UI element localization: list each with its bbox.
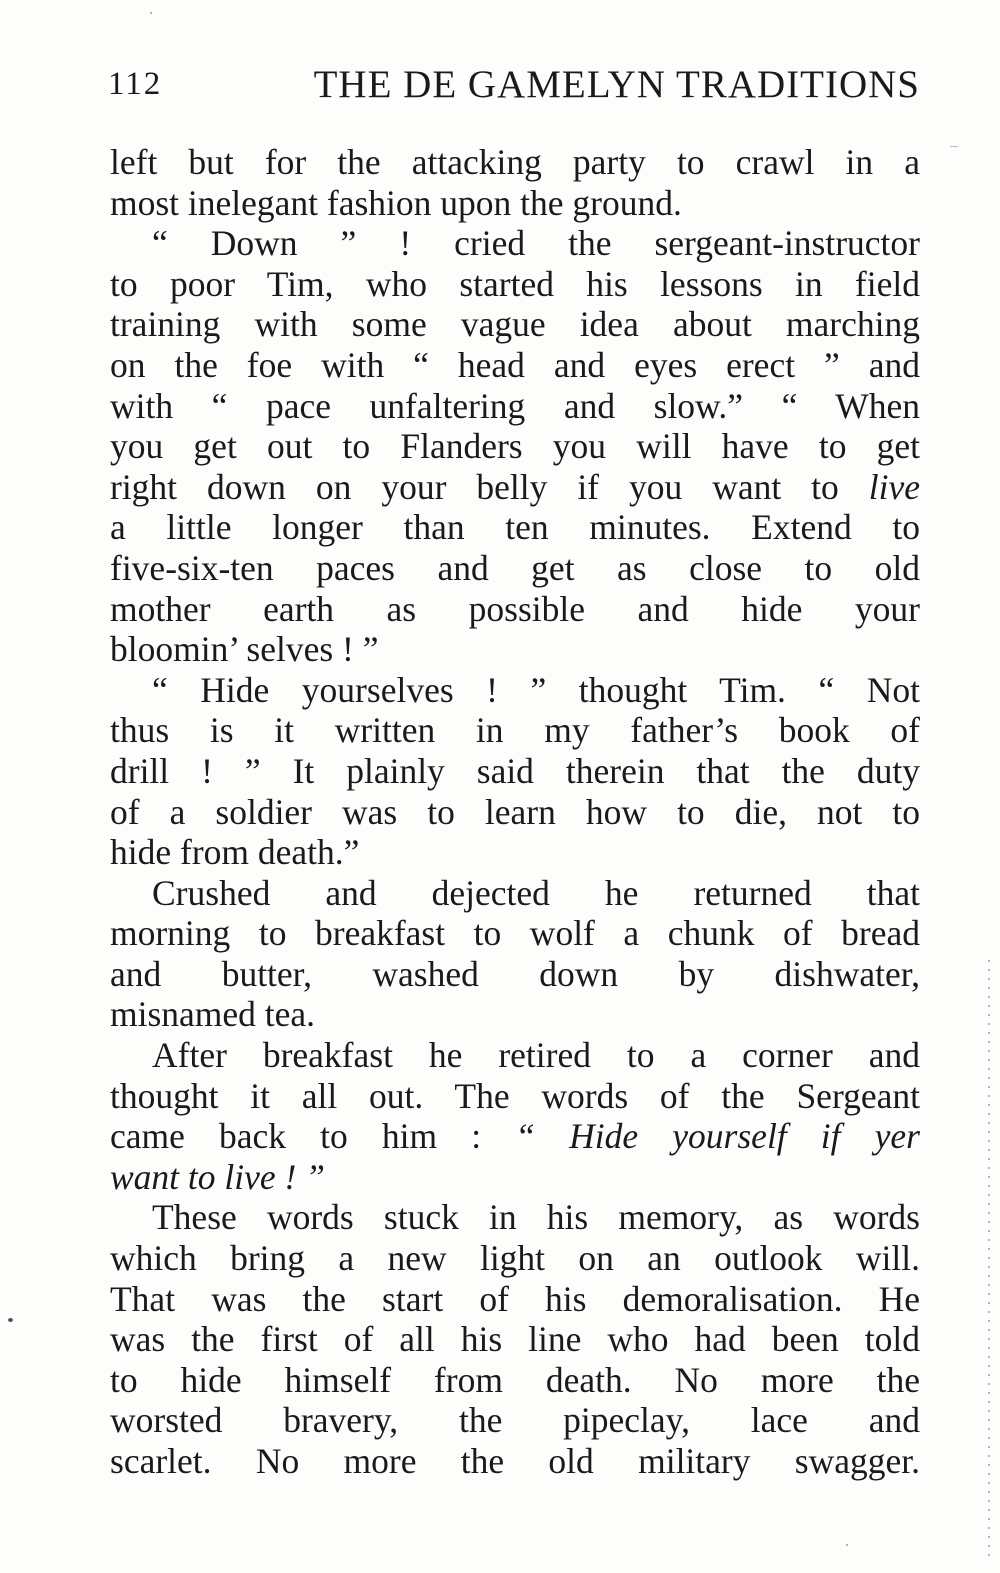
text-line: These words stuck in his memory, as words <box>152 1197 920 1238</box>
body-text <box>110 142 920 1482</box>
text-line: That was the start of his demoralisation. He <box>110 1278 920 1319</box>
scan-speck <box>950 146 958 147</box>
running-head <box>108 62 920 110</box>
text-line: you get out to Flanders you will have to get <box>110 426 920 467</box>
text-line: and butter, washed down by dishwater, <box>110 953 920 994</box>
text-line: with “ pace unfaltering and slow.” “ When <box>110 385 920 426</box>
text-line: on the foe with “ head and eyes erect ” and <box>110 344 920 385</box>
text-line: After breakfast he retired to a corner and <box>152 1035 920 1076</box>
text-line: of a soldier was to learn how to die, not to <box>110 791 920 832</box>
text-line <box>110 1116 920 1157</box>
text-line: to poor Tim, who started his lessons in field <box>110 263 920 304</box>
text-line: hide from death.” <box>110 832 360 873</box>
text-line <box>110 467 920 508</box>
text-line: want to live ! ” <box>110 1156 325 1197</box>
text-line: a little longer than ten minutes. Extend to <box>110 507 920 548</box>
text-line: worsted bravery, the pipeclay, lace and <box>110 1400 920 1441</box>
text-line: was the first of all his line who had been told <box>110 1319 920 1360</box>
text-line: training with some vague idea about marching <box>110 304 920 345</box>
text-line: “ Hide yourselves ! ” thought Tim. “ Not <box>152 669 920 710</box>
text-line: to hide himself from death. No more the <box>110 1359 920 1400</box>
text-line: misnamed tea. <box>110 994 316 1035</box>
book-title: THE DE GAMELYN TRADITIONS <box>313 63 920 106</box>
line-text: came back to him : <box>110 1116 482 1157</box>
text-line: bloomin’ selves ! ” <box>110 629 379 670</box>
text-line: scarlet. No more the old military swagger. <box>110 1441 920 1481</box>
text-line: thus is it written in my father’s book of <box>110 710 920 751</box>
text-line: “ Down ” ! cried the sergeant-instructor <box>152 223 920 264</box>
text-line: mother earth as possible and hide your <box>110 588 920 629</box>
text-line: which bring a new light on an outlook will. <box>110 1238 920 1279</box>
italic-word-live: live <box>868 466 920 507</box>
text-line: Crushed and dejected he returned that <box>152 872 920 913</box>
text-line: thought it all out. The words of the Sergeant <box>110 1075 920 1116</box>
page-edge-artifact <box>988 960 990 1560</box>
scan-speck <box>846 1544 848 1546</box>
italic-quote: “ Hide yourself if yer <box>515 1116 920 1157</box>
scan-speck <box>8 1318 13 1322</box>
scan-speck <box>150 12 152 14</box>
text-line: drill ! ” It plainly said therein that the duty <box>110 750 920 791</box>
text-line: left but for the attacking party to crawl in a <box>110 142 920 182</box>
text-line: most inelegant fashion upon the ground. <box>110 182 682 223</box>
page-number: 112 <box>108 66 163 102</box>
line-text: right down on your belly if you want to <box>110 466 839 507</box>
text-line: morning to breakfast to wolf a chunk of bread <box>110 913 920 954</box>
text-line: five-six-ten paces and get as close to old <box>110 547 920 588</box>
